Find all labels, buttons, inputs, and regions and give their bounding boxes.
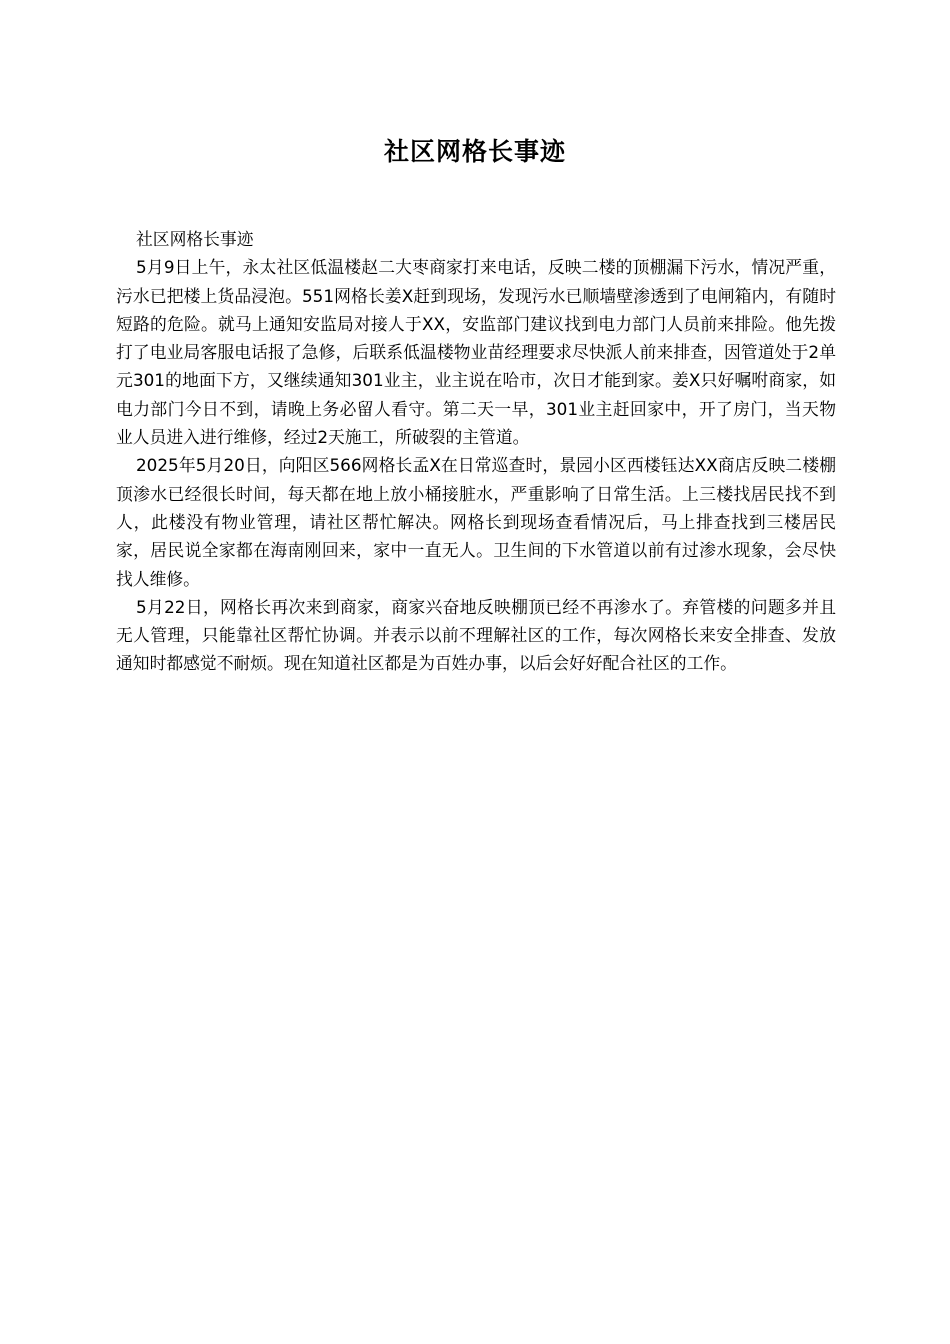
paragraph-subtitle: 社区网格长事迹	[136, 229, 254, 249]
paragraph-2: 2025年5月20日，向阳区566网格长孟X在日常巡查时，景园小区西楼钰达XX商店反映二楼棚顶渗水已经很长时间，每天都在地上放小桶接脏水，严重影响了日常生活。上三楼找居民找不到人，此楼没有物业管理，请社区帮忙解决。网格长到现场查看情况后，马上排查找到三楼居民家，居民说全家都在海南刚回来，家中一直无人。卫生间的下水管道以前有过渗水现象，会尽快找人维修。	[116, 455, 836, 589]
document-body	[116, 225, 836, 678]
paragraph-3: 5月22日，网格长再次来到商家，商家兴奋地反映棚顶已经不再渗水了。弃管楼的问题多并且无人管理，只能靠社区帮忙协调。并表示以前不理解社区的工作，每次网格长来安全排查、发放通知时都感觉不耐烦。现在知道社区都是为百姓办事，以后会好好配合社区的工作。	[116, 596, 836, 674]
paragraph-1: 5月9日上午，永太社区低温楼赵二大枣商家打来电话，反映二楼的顶棚漏下污水，情况严重，污水已把楼上货品浸泡。551网格长姜X赶到现场，发现污水已顺墙壁渗透到了电闸箱内，有随时短路的危险。就马上通知安监局对接人于XX，安监部门建议找到电力部门人员前来排险。他先拨打了电业局客服电话报了急修，后联系低温楼物业苗经理要求尽快派人前来排查，因管道处于2单元301的地面下方，又继续通知301业主，业主说在哈市，次日才能到家。姜X只好嘱咐商家，如电力部门今日不到，请晚上务必留人看守。第二天一早，301业主赶回家中，开了房门，当天物业人员进入进行维修，经过2天施工，所破裂的主管道。	[116, 257, 836, 448]
document-title: 社区网格长事迹	[383, 137, 566, 166]
